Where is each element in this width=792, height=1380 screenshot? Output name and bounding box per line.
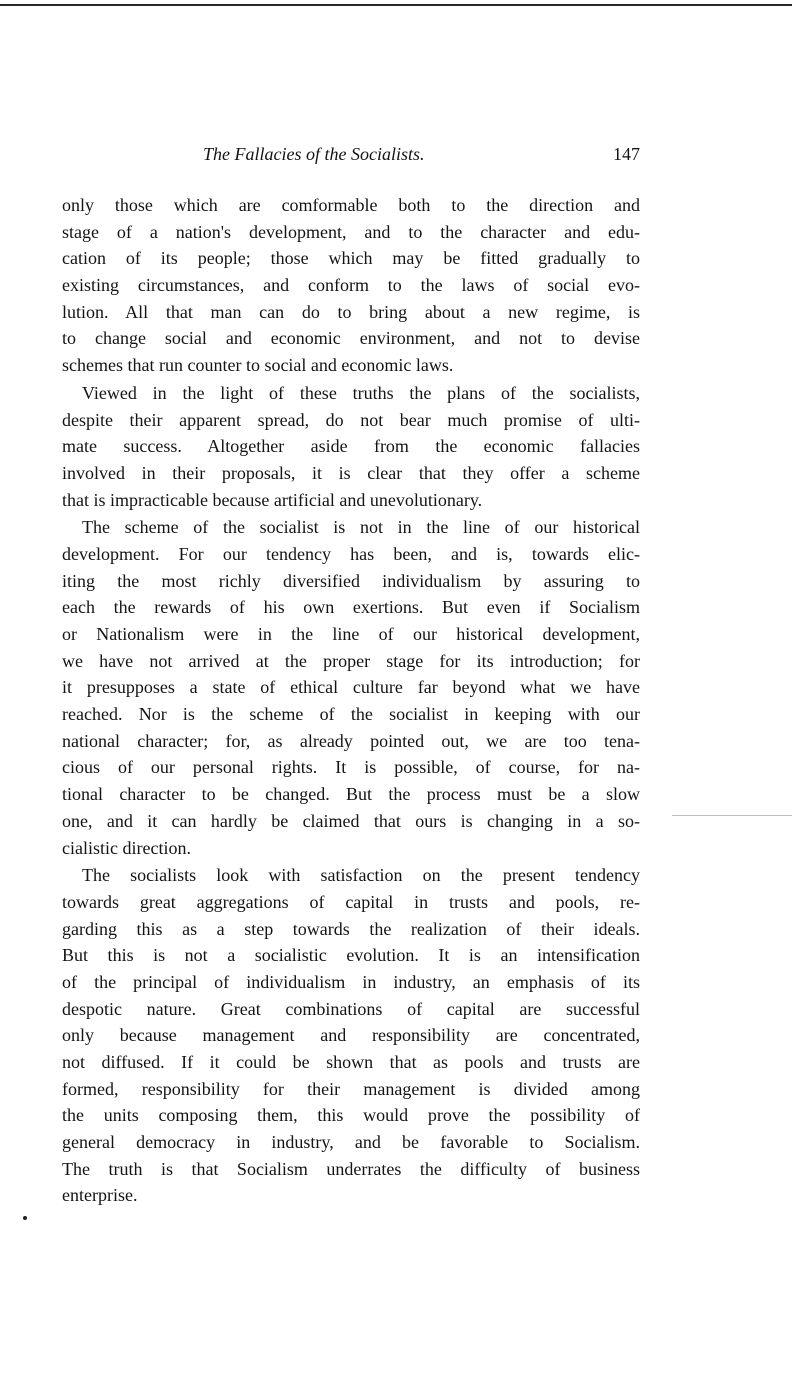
text-line: existing circumstances, and conform to the laws of social evo-: [62, 275, 640, 296]
text-line: despotic nature. Great combinations of capital are successful: [62, 998, 640, 1019]
text-line: reached. Nor is the scheme of the socialist in keeping with our: [62, 704, 640, 725]
text-line: or Nationalism were in the line of our historical development,: [62, 624, 640, 644]
text-line: cious of our personal rights. It is possible, of course, for na-: [62, 757, 640, 778]
text-line: towards great aggregations of capital in trusts and pools, re-: [62, 891, 640, 912]
page-header: [62, 144, 640, 168]
ink-speck: [23, 1216, 27, 1220]
fold-mark: [672, 815, 792, 816]
text-line: it presupposes a state of ethical culture far beyond what we have: [62, 677, 640, 698]
text-line: we have not arrived at the proper stage for its introduction; for: [62, 650, 640, 671]
text-line: tional character to be changed. But the process must be a slow: [62, 784, 640, 805]
text-line: involved in their proposals, it is clear that they offer a scheme: [62, 462, 640, 483]
text-line: schemes that run counter to social and economic laws.: [62, 355, 454, 376]
text-line: national character; for, as already pointed out, we are too tena-: [62, 730, 640, 751]
text-line: of the principal of individualism in industry, an emphasis of its: [62, 971, 640, 992]
text-line: formed, responsibility for their management is divided among: [62, 1078, 640, 1099]
text-line: despite their apparent spread, do not bear much promise of ulti-: [62, 409, 640, 430]
paragraph-4: [62, 862, 640, 1209]
page-body: [62, 192, 640, 1209]
text-line: each the rewards of his own exertions. But even if Socialism: [62, 597, 640, 618]
text-line: not diffused. If it could be shown that as pools and trusts are: [62, 1052, 640, 1072]
text-line: one, and it can hardly be claimed that ours is changing in a so-: [62, 810, 640, 831]
paragraph-3: [62, 514, 640, 861]
running-title: The Fallacies of the Socialists.: [203, 144, 425, 164]
top-edge-rule: [0, 4, 792, 6]
page-number: 147: [613, 144, 640, 164]
text-line: to change social and economic environment, and not to devise: [62, 328, 640, 349]
text-line: mate success. Altogether aside from the economic fallacies: [62, 436, 640, 457]
text-line: only those which are comformable both to the direction and: [62, 195, 640, 215]
text-line: The scheme of the socialist is not in the line of our historical: [82, 517, 640, 538]
text-line: lution. All that man can do to bring about a new regime, is: [62, 301, 640, 322]
text-line: that is impracticable because artificial and unevolutionary.: [62, 489, 483, 510]
text-line: general democracy in industry, and be favorable to Socialism.: [62, 1132, 640, 1153]
text-line: garding this as a step towards the realization of their ideals.: [62, 918, 640, 939]
text-line: The truth is that Socialism underrates the difficulty of business: [62, 1158, 640, 1179]
text-line: iting the most richly diversified individualism by assuring to: [62, 570, 640, 591]
text-line: enterprise.: [62, 1185, 138, 1206]
text-line: stage of a nation's development, and to the character and edu-: [62, 221, 640, 242]
text-line: development. For our tendency has been, and is, towards elic-: [62, 543, 640, 564]
text-line: Viewed in the light of these truths the plans of the socialists,: [82, 382, 640, 403]
text-line: the units composing them, this would prove the possibility of: [62, 1105, 640, 1126]
paragraph-1: [62, 192, 640, 379]
text-line: But this is not a socialistic evolution. It is an intensification: [62, 945, 640, 966]
text-line: only because management and responsibility are concentrated,: [62, 1025, 640, 1046]
text-line: The socialists look with satisfaction on the present tendency: [82, 865, 640, 886]
paragraph-2: [62, 380, 640, 513]
text-line: cialistic direction.: [62, 837, 191, 858]
text-line: cation of its people; those which may be fitted gradually to: [62, 248, 640, 269]
